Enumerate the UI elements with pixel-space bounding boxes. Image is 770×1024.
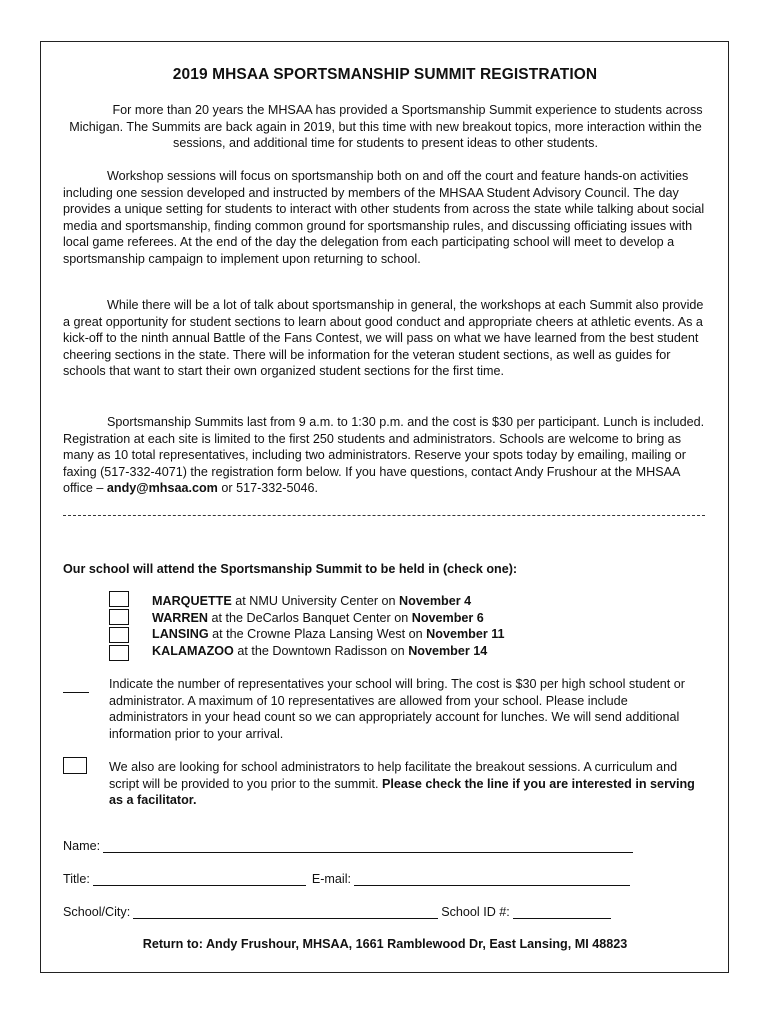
site-checkbox-column — [109, 591, 130, 663]
site-date: November 4 — [399, 594, 472, 608]
site-city: LANSING — [152, 627, 209, 641]
checkbox-marquette[interactable] — [109, 591, 129, 607]
site-city: MARQUETTE — [152, 594, 232, 608]
title-email-row — [63, 872, 633, 886]
site-venue: at NMU University Center on — [231, 594, 400, 608]
representatives-instructions: Indicate the number of representatives your school will bring. The cost is $30 per high school student or administrator. A maximum of 10 representatives are allowed from your school. Please include administrators in your head count so we can appropriately account for lunches. We will send additional information prior to your arrival. — [109, 677, 685, 741]
checkbox-kalamazoo[interactable] — [109, 645, 129, 661]
school-id-field[interactable] — [513, 906, 611, 919]
site-option — [152, 626, 505, 643]
facilitator-request: Please check the line if you are interested in serving as a facilitator. — [109, 776, 695, 807]
page-title: 2019 MHSAA SPORTSMANSHIP SUMMIT REGISTRATION — [172, 66, 598, 83]
workshop-text: Workshop sessions will focus on sportsmanship both on and off the court and feature hands-on activities including one session developed and instructed by members of the MHSAA Student Advisory Council. The day provides a unique setting for students to interact with other students from across the state while talking about social media and sportsmanship, finding common ground for sportsmanship rules, and discussing officiating issues with local game referees. At the end of the day the delegation from each participating school will meet to develop a sportsmanship campaign to implement upon returning to school. — [63, 169, 705, 266]
site-list — [152, 593, 505, 659]
cheering-paragraph — [63, 297, 708, 380]
attend-heading: Our school will attend the Sportsmanship Summit to be held in (check one): — [63, 562, 518, 576]
intro-paragraph — [63, 102, 708, 152]
intro-text: For more than 20 years the MHSAA has provided a Sportsmanship Summit experience to students across Michigan. The Summits are back again in 2019, but this time with new breakout topics, more interaction within the sessions, and additional time for students to present ideas to other students. — [69, 103, 703, 150]
school-city-field[interactable] — [133, 906, 438, 919]
workshop-paragraph — [63, 168, 708, 267]
cut-line-divider — [63, 515, 705, 516]
name-row — [63, 839, 636, 853]
schedule-paragraph — [63, 414, 708, 497]
facilitator-text: We also are looking for school administrators to help facilitate the breakout sessions. A curriculum and script will be provided to you prior to the summit. — [109, 760, 678, 791]
cheering-text: While there will be a lot of talk about sportsmanship in general, the workshops at each Summit also provide a great opportunity for student sections to learn about good conduct and appropriate cheers at athletic events. As a kick-off to the ninth annual Battle of the Fans Contest, we will pass on what we have learned from the best student cheering sections in the state. There will be information for the veteran student sections, as well as guides for schools that want to start their own organized student sections for the first time. — [63, 298, 704, 378]
checkbox-lansing[interactable] — [109, 627, 129, 643]
site-venue: at the Crowne Plaza Lansing West on — [208, 627, 427, 641]
contact-email[interactable]: andy@mhsaa.com — [106, 481, 218, 495]
name-field[interactable] — [103, 840, 633, 853]
email-label: E-mail: — [311, 872, 352, 886]
site-city: KALAMAZOO — [152, 643, 234, 658]
site-date: November 14 — [408, 643, 488, 658]
site-city: WARREN — [152, 610, 208, 625]
site-option — [152, 593, 505, 610]
site-date: November 6 — [411, 610, 484, 625]
schedule-text: Sportsmanship Summits last from 9 a.m. to 1:30 p.m. and the cost is $30 per participant. Lunch is included. Registration at each site is limited to the first 250 students and administrators. Schools are welcome to bring as many as 10 total representatives, including two administrators. Reserve your spots today by emailing, mailing or faxing (517-332-4071) the registration form below. If you have questions, contact Andy Frushour at the MHSAA office – — [63, 415, 705, 495]
school-row — [63, 905, 614, 919]
title-field[interactable] — [93, 873, 306, 886]
contact-phone-text: or 517-332-5046. — [217, 481, 318, 495]
email-field[interactable] — [354, 873, 630, 886]
site-option — [152, 610, 505, 627]
site-venue: at the DeCarlos Banquet Center on — [207, 610, 412, 625]
site-venue: at the Downtown Radisson on — [233, 643, 409, 658]
facilitator-instructions — [109, 759, 709, 809]
facilitator-checkbox[interactable] — [63, 757, 87, 774]
school-city-label: School/City: — [63, 905, 131, 919]
return-address: Return to: Andy Frushour, MHSAA, 1661 Ramblewood Dr, East Lansing, MI 48823 — [142, 937, 628, 951]
school-id-label: School ID #: — [441, 905, 510, 919]
title-label: Title: — [63, 872, 90, 886]
name-label: Name: — [63, 839, 101, 853]
site-option — [152, 643, 505, 660]
site-date: November 11 — [426, 627, 505, 641]
representatives-count-blank[interactable] — [63, 683, 89, 693]
checkbox-warren[interactable] — [109, 609, 129, 625]
